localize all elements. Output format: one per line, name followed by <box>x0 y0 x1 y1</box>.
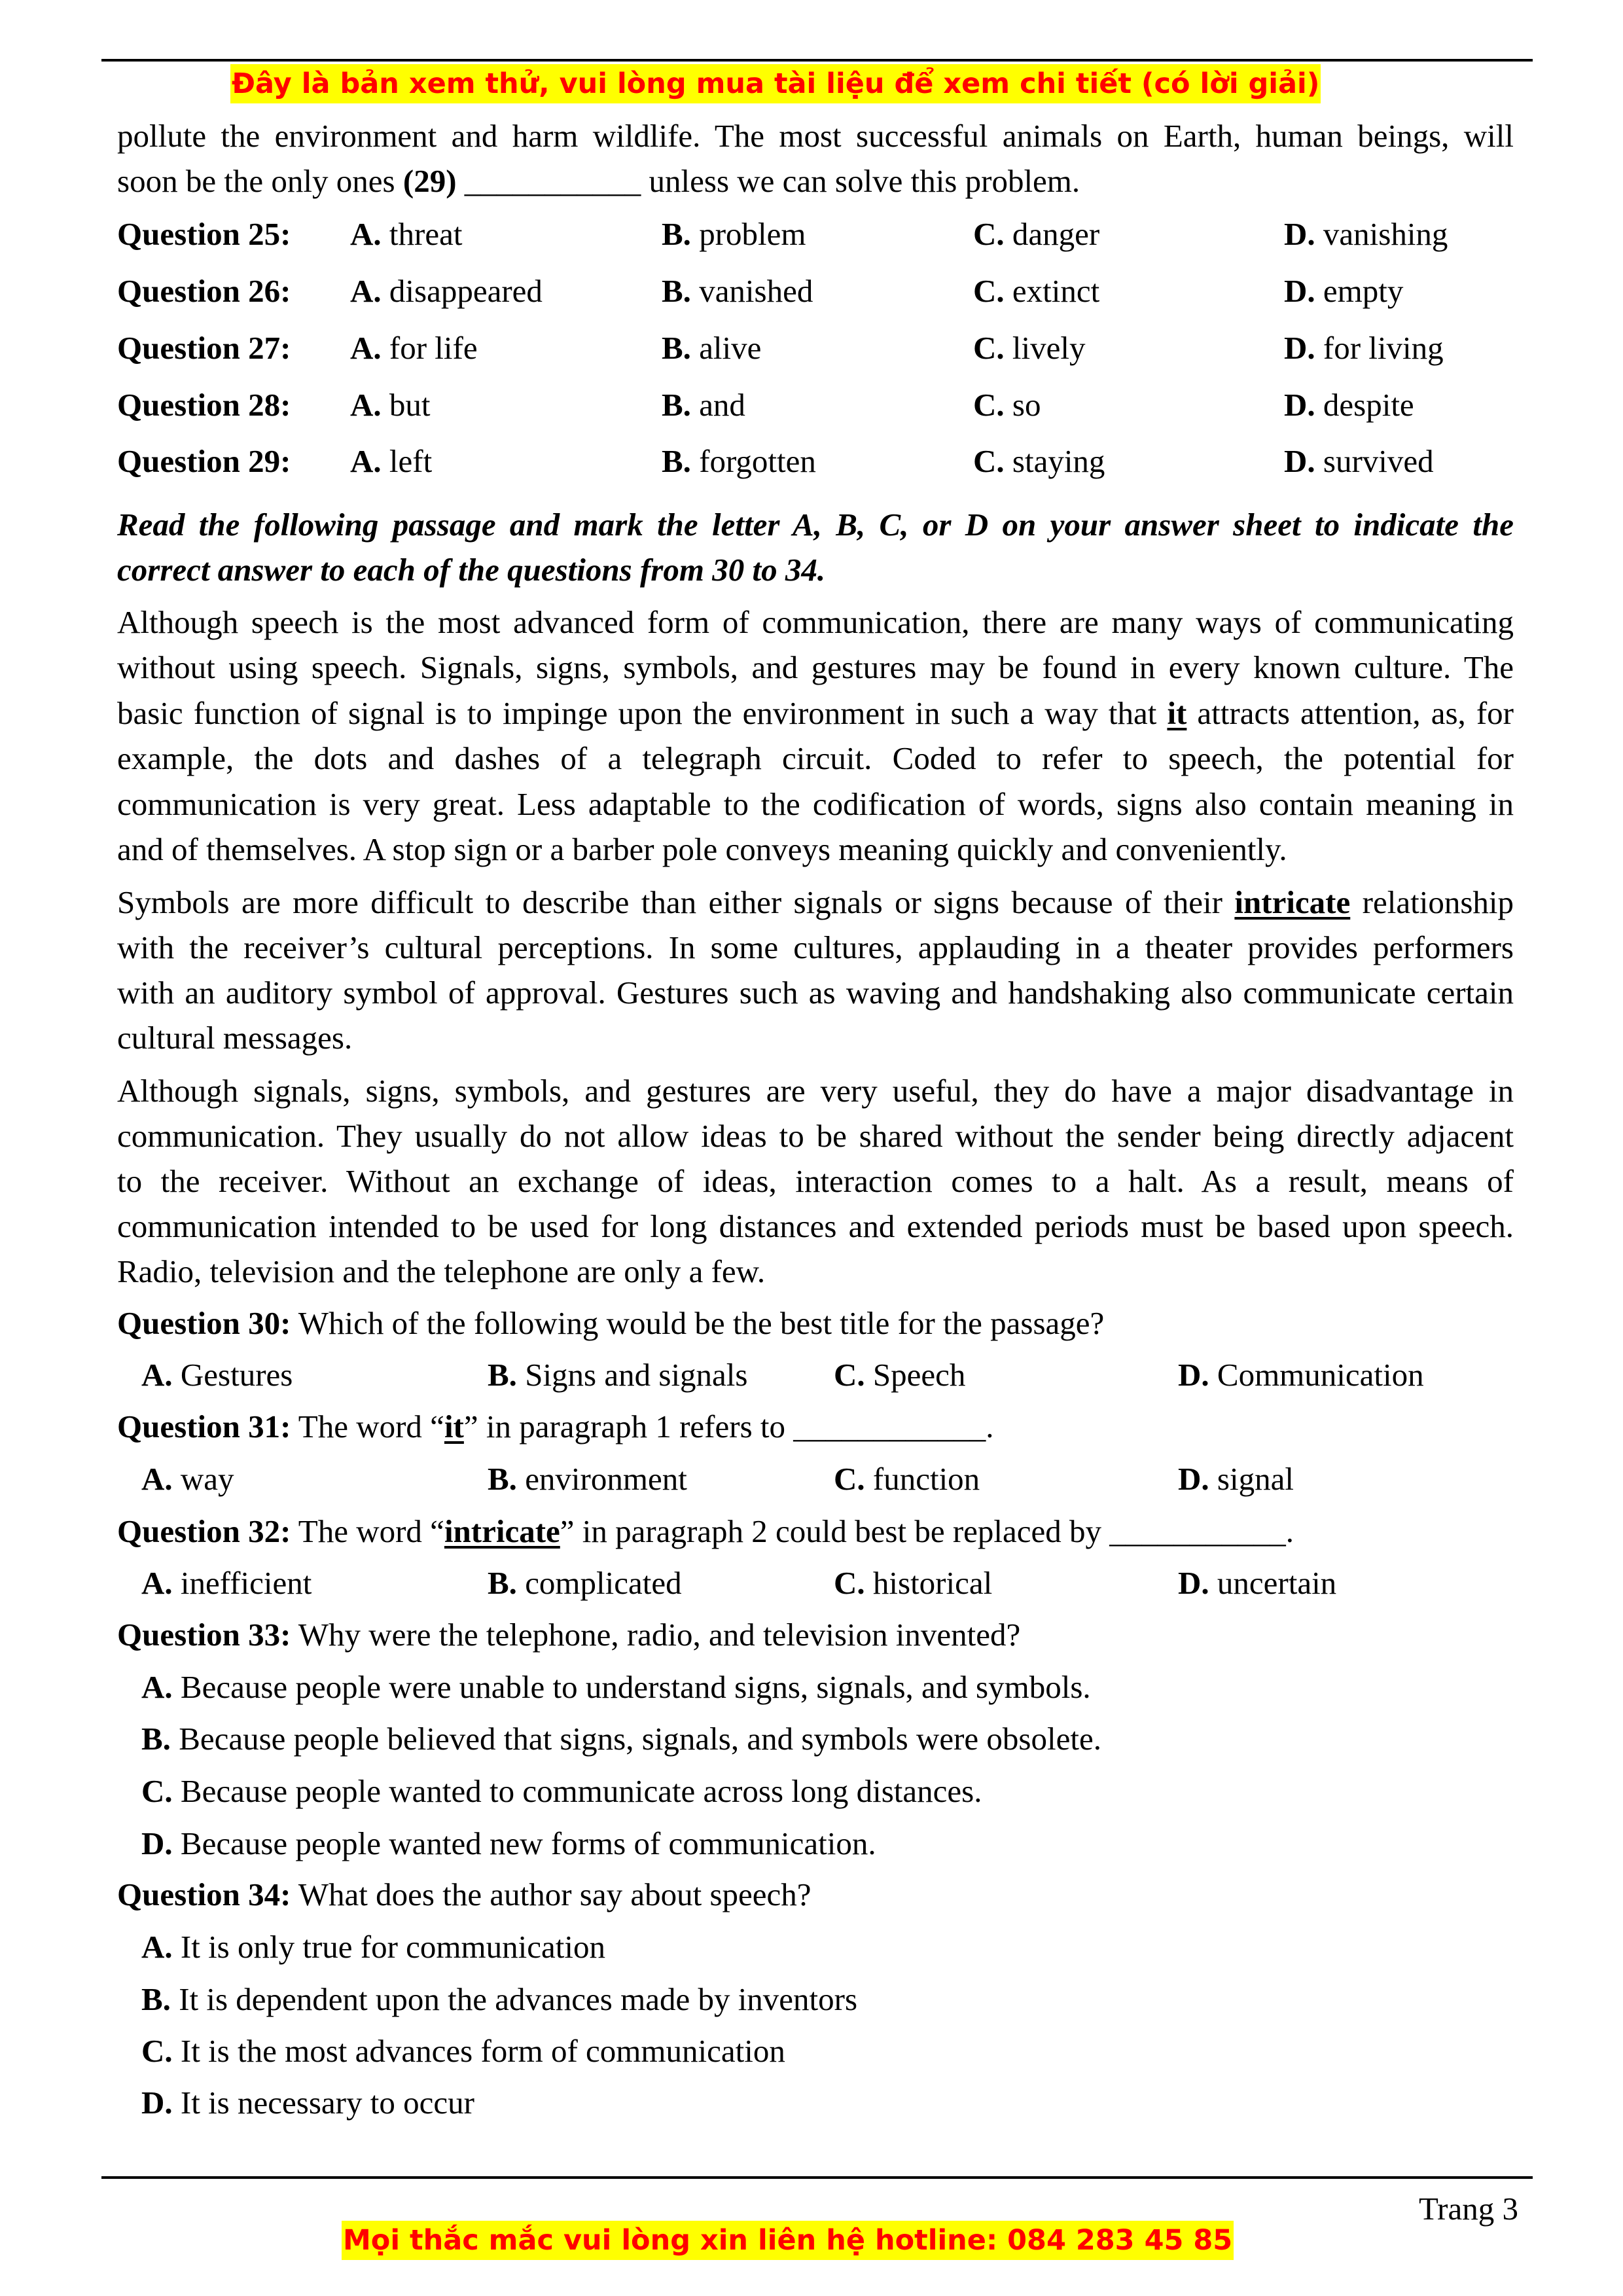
option-b[interactable] <box>662 329 761 368</box>
option-letter: C. <box>141 2033 173 2069</box>
option-text: and <box>690 387 745 423</box>
option-text: forgotten <box>690 443 816 479</box>
question-label: Question 32: <box>117 1513 291 1549</box>
question-text: The word “ <box>291 1408 444 1444</box>
option-letter: A. <box>141 1565 173 1601</box>
question-label: Question 27: <box>117 330 291 366</box>
option-text: historical <box>865 1565 993 1601</box>
option-letter: D. <box>1178 1565 1209 1601</box>
option-d[interactable] <box>1178 1460 1294 1499</box>
question-label: Question 33: <box>117 1617 291 1653</box>
option-d[interactable] <box>1284 215 1448 254</box>
option-letter: D. <box>141 2085 173 2121</box>
option-letter: A. <box>350 330 382 366</box>
option-letter: D. <box>1284 387 1315 423</box>
passage-p1-line: without using speech. Signals, signs, symbols, and gestures may be found in every known culture. The <box>117 649 1514 685</box>
option-text: signal <box>1209 1461 1294 1497</box>
option-letter: A. <box>350 273 382 309</box>
option-text: Speech <box>865 1357 966 1393</box>
option-letter: D. <box>1284 330 1315 366</box>
option-text: for living <box>1315 330 1444 366</box>
option-letter: B. <box>141 1721 171 1757</box>
text: attracts attention, as, for <box>1186 695 1514 731</box>
option-text: Because people believed that signs, signals, and symbols were obsolete. <box>170 1721 1101 1757</box>
option-b[interactable] <box>662 386 745 425</box>
option-letter: D. <box>1284 273 1315 309</box>
highlighted-word: intricate <box>444 1513 560 1549</box>
option-text: way <box>172 1461 234 1497</box>
option-text: uncertain <box>1209 1565 1337 1601</box>
text: basic function of signal is to impinge upon the environment in such a way that <box>117 695 1168 731</box>
question-label: Question 28: <box>117 387 291 423</box>
option-text: It is necessary to occur <box>172 2085 474 2121</box>
option-letter: D. <box>1178 1357 1209 1393</box>
option-letter: B. <box>662 387 691 423</box>
option-b[interactable] <box>662 215 806 254</box>
option-letter: C. <box>973 330 1005 366</box>
option-d[interactable] <box>1178 1564 1336 1603</box>
question-31 <box>117 1407 1514 1446</box>
option-letter: C. <box>973 216 1005 252</box>
cloze-line-1: pollute the environment and harm wildlife. The most successful animals on Earth, human beings, will <box>117 118 1514 154</box>
passage-p1-line: example, the dots and dashes of a telegraph circuit. Coded to refer to speech, the potential for <box>117 740 1514 776</box>
option-letter: A. <box>141 1929 173 1965</box>
question-text: Which of the following would be the best title for the passage? <box>291 1305 1105 1341</box>
passage-p1-line: and of themselves. A stop sign or a barber pole conveys meaning quickly and conveniently. <box>117 831 1287 867</box>
passage-p3-line: to the receiver. Without an exchange of ideas, interaction comes to a halt. As a result, means of <box>117 1163 1514 1199</box>
option-text: survived <box>1315 443 1434 479</box>
question-34 <box>117 1875 1514 1914</box>
instruction-line-2: correct answer to each of the questions from 30 to 34. <box>117 552 826 588</box>
option-text: but <box>381 387 431 423</box>
blank: ____________ <box>793 1408 986 1444</box>
option-b[interactable] <box>662 272 813 311</box>
text: Symbols are more difficult to describe than either signals or signs because of their <box>117 884 1235 920</box>
option-d[interactable] <box>1178 1355 1424 1395</box>
option-a[interactable] <box>141 1460 234 1499</box>
header-rule <box>101 59 1533 62</box>
option-text: Because people wanted new forms of communication. <box>172 1825 876 1861</box>
option-b[interactable] <box>488 1460 687 1499</box>
option-a[interactable] <box>350 329 478 368</box>
option-a[interactable] <box>350 386 431 425</box>
question-label: Question 25: <box>117 216 291 252</box>
passage-p3-line: Radio, television and the telephone are only a few. <box>117 1253 766 1289</box>
option-a[interactable] <box>141 1668 1091 1707</box>
highlighted-word-it: it <box>1167 695 1187 731</box>
cloze-line-2 <box>117 162 1514 201</box>
text: relationship <box>1350 884 1514 920</box>
page-number: Trang 3 <box>1418 2191 1518 2227</box>
option-text: left <box>381 443 433 479</box>
question-33 <box>117 1615 1514 1655</box>
blank-number: (29) <box>402 163 457 199</box>
option-letter: D. <box>1284 216 1315 252</box>
option-text: complicated <box>516 1565 682 1601</box>
option-a[interactable] <box>141 1564 312 1603</box>
question-32 <box>117 1512 1514 1551</box>
highlighted-word-intricate: intricate <box>1234 884 1351 920</box>
option-d[interactable] <box>1284 329 1444 368</box>
passage-p2-line <box>117 883 1514 922</box>
option-text: vanished <box>690 273 813 309</box>
option-letter: B. <box>662 443 691 479</box>
option-text: vanishing <box>1315 216 1448 252</box>
option-b[interactable] <box>662 442 816 481</box>
question-label: Question 34: <box>117 1876 291 1912</box>
option-c[interactable] <box>834 1355 965 1395</box>
option-text: Because people were unable to understand signs, signals, and symbols. <box>172 1669 1091 1705</box>
option-a[interactable] <box>141 1928 605 1967</box>
passage-p3-line: communication. They usually do not allow ideas to be shared without the sender being directly adjacent <box>117 1118 1514 1154</box>
option-d[interactable] <box>1284 442 1434 481</box>
question-text: The word “ <box>291 1513 444 1549</box>
question-text: . <box>1285 1513 1294 1549</box>
option-letter: A. <box>141 1669 173 1705</box>
passage-p1-line: communication is very great. Less adaptable to the codification of words, signs also contain meaning in <box>117 786 1514 822</box>
option-c[interactable] <box>834 1460 980 1499</box>
option-d[interactable] <box>1284 272 1403 311</box>
question-text: ” in paragraph 2 could best be replaced by <box>560 1513 1110 1549</box>
option-d[interactable] <box>141 2083 474 2123</box>
option-letter: C. <box>141 1773 173 1809</box>
option-letter: A. <box>350 216 382 252</box>
option-text: problem <box>690 216 806 252</box>
option-letter: C. <box>834 1461 865 1497</box>
question-text: Why were the telephone, radio, and television invented? <box>291 1617 1021 1653</box>
option-letter: B. <box>141 1981 171 2017</box>
option-b[interactable] <box>141 1719 1101 1759</box>
cloze-text: soon be the only ones <box>117 163 403 199</box>
question-label: Question 31: <box>117 1408 291 1444</box>
blank: ___________ <box>456 163 649 199</box>
option-text: It is the most advances form of communication <box>172 2033 785 2069</box>
passage-p2-line: with an auditory symbol of approval. Gestures such as waving and handshaking also communicate certain <box>117 975 1514 1011</box>
preview-notice-banner: Đây là bản xem thử, vui lòng mua tài liệu để xem chi tiết (có lời giải) <box>230 64 1321 103</box>
option-letter: D. <box>141 1825 173 1861</box>
option-letter: A. <box>350 443 382 479</box>
option-text: empty <box>1315 273 1404 309</box>
option-text: disappeared <box>381 273 543 309</box>
option-letter: C. <box>973 273 1005 309</box>
passage-p2-line: with the receiver’s cultural perceptions. In some cultures, applauding in a theater provides performers <box>117 929 1514 965</box>
option-c[interactable] <box>834 1564 992 1603</box>
option-text: Because people wanted to communicate across long distances. <box>172 1773 982 1809</box>
option-c[interactable] <box>973 215 1099 254</box>
passage-p1-line <box>117 694 1514 733</box>
option-a[interactable] <box>350 272 543 311</box>
option-text: alive <box>690 330 762 366</box>
option-text: It is only true for communication <box>172 1929 605 1965</box>
option-letter: B. <box>488 1357 517 1393</box>
cloze-text: unless we can solve this problem. <box>649 163 1080 199</box>
option-text: threat <box>381 216 463 252</box>
option-b[interactable] <box>488 1355 747 1395</box>
option-c[interactable] <box>141 2032 785 2071</box>
option-a[interactable] <box>141 1355 293 1395</box>
option-letter: B. <box>662 273 691 309</box>
question-30 <box>117 1304 1514 1343</box>
passage-p2-line: cultural messages. <box>117 1020 353 1056</box>
option-c[interactable] <box>973 329 1085 368</box>
option-c[interactable] <box>141 1772 982 1811</box>
question-text: ” in paragraph 1 refers to <box>463 1408 794 1444</box>
question-text: . <box>986 1408 994 1444</box>
option-text: It is dependent upon the advances made by inventors <box>170 1981 858 2017</box>
option-text: Communication <box>1209 1357 1424 1393</box>
option-text: danger <box>1004 216 1100 252</box>
option-c[interactable] <box>973 442 1105 481</box>
option-letter: C. <box>973 443 1005 479</box>
option-letter: D. <box>1178 1461 1209 1497</box>
question-text: What does the author say about speech? <box>291 1876 812 1912</box>
option-text: inefficient <box>172 1565 312 1601</box>
option-letter: B. <box>488 1565 517 1601</box>
option-text: environment <box>516 1461 687 1497</box>
question-label: Question 26: <box>117 273 291 309</box>
passage-p3-line: communication intended to be used for long distances and extended periods must be based upon speech. <box>117 1208 1514 1244</box>
highlighted-word: it <box>444 1408 464 1444</box>
option-letter: A. <box>141 1461 173 1497</box>
option-text: staying <box>1004 443 1105 479</box>
question-label: Question 30: <box>117 1305 291 1341</box>
option-b[interactable] <box>141 1980 857 2019</box>
question-label: Question 29: <box>117 443 291 479</box>
option-a[interactable] <box>350 442 432 481</box>
option-d[interactable] <box>1284 386 1414 425</box>
option-b[interactable] <box>488 1564 682 1603</box>
option-text: lively <box>1004 330 1086 366</box>
option-text: so <box>1004 387 1041 423</box>
passage-p3-line: Although signals, signs, symbols, and gestures are very useful, they do have a major disadvantage in <box>117 1073 1514 1109</box>
option-c[interactable] <box>973 386 1041 425</box>
option-letter: C. <box>834 1357 865 1393</box>
option-d[interactable] <box>141 1824 876 1863</box>
passage-p1-line: Although speech is the most advanced form of communication, there are many ways of communicating <box>117 604 1514 640</box>
option-text: extinct <box>1004 273 1100 309</box>
option-text: function <box>865 1461 980 1497</box>
option-letter: D. <box>1284 443 1315 479</box>
option-letter: B. <box>662 216 691 252</box>
option-letter: C. <box>834 1565 865 1601</box>
option-letter: A. <box>350 387 382 423</box>
blank: ___________ <box>1109 1513 1286 1549</box>
hotline-banner: Mọi thắc mắc vui lòng xin liên hệ hotline: 084 283 45 85 <box>342 2221 1234 2260</box>
option-text: despite <box>1315 387 1414 423</box>
option-text: Signs and signals <box>516 1357 748 1393</box>
footer-rule <box>101 2176 1533 2179</box>
option-text: Gestures <box>172 1357 293 1393</box>
instruction-line-1: Read the following passage and mark the letter A, B, C, or D on your answer sheet to indicate the <box>117 507 1514 543</box>
option-letter: A. <box>141 1357 173 1393</box>
option-text: for life <box>381 330 478 366</box>
option-letter: C. <box>973 387 1005 423</box>
option-c[interactable] <box>973 272 1099 311</box>
option-letter: B. <box>488 1461 517 1497</box>
option-a[interactable] <box>350 215 462 254</box>
option-letter: B. <box>662 330 691 366</box>
